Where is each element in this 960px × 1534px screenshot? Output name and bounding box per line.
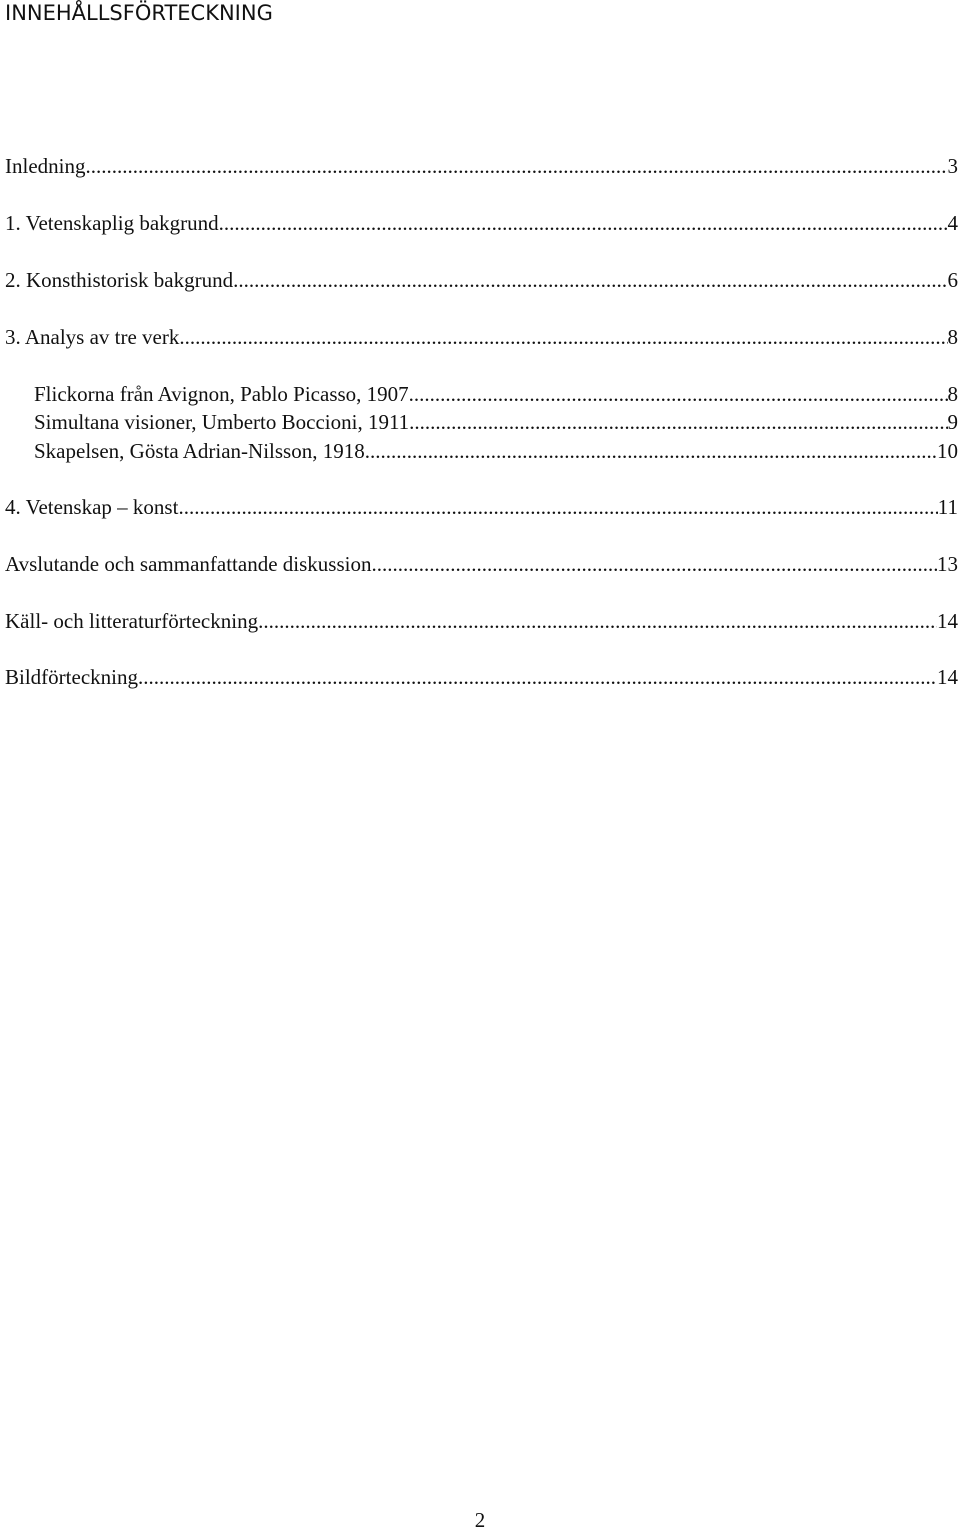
toc-entry-text: 1. Vetenskaplig bakgrund — [5, 211, 219, 235]
toc-entry-page: 6 — [947, 268, 958, 292]
toc-entry-page: 3 — [947, 154, 958, 178]
toc-dot-leader — [365, 436, 937, 466]
toc-dot-leader — [178, 492, 937, 522]
toc-entry-flickorna-fran-avignon[interactable] — [34, 379, 958, 409]
toc-dot-leader — [409, 407, 947, 437]
toc-entry-text: Skapelsen, Gösta Adrian-Nilsson, 1918 — [34, 439, 365, 463]
toc-dot-leader — [233, 265, 947, 295]
toc-entry-text: Flickorna från Avignon, Pablo Picasso, 1907 — [34, 382, 409, 406]
toc-entry-analys-av-tre-verk[interactable] — [5, 322, 958, 352]
toc-dot-leader — [258, 606, 937, 636]
toc-dot-leader — [371, 549, 937, 579]
toc-entry-avslutande-diskussion[interactable] — [5, 549, 958, 579]
toc-entry-text: 3. Analys av tre verk — [5, 325, 180, 349]
toc-title: INNEHÅLLSFÖRTECKNING — [5, 1, 273, 25]
toc-entry-text: Bildförteckning — [5, 665, 138, 689]
toc-dot-leader — [409, 379, 948, 409]
toc-entry-text: Käll- och litteraturförteckning — [5, 609, 259, 633]
toc-entry-page: 14 — [937, 609, 958, 633]
toc-entry-vetenskaplig-bakgrund[interactable] — [5, 208, 958, 238]
toc-entry-page: 8 — [947, 325, 958, 349]
toc-dot-leader — [179, 322, 947, 352]
toc-entry-konsthistorisk-bakgrund[interactable] — [5, 265, 958, 295]
page-number: 2 — [474, 1508, 486, 1532]
toc-entry-page: 14 — [937, 665, 958, 689]
toc-entry-text: Simultana visioner, Umberto Boccioni, 1911 — [34, 410, 410, 434]
toc-dot-leader — [219, 208, 948, 238]
toc-entry-page: 11 — [937, 495, 958, 519]
toc-entry-inledning[interactable] — [5, 151, 958, 181]
toc-entry-page: 4 — [947, 211, 958, 235]
toc-entry-text: Avslutande och sammanfattande diskussion — [5, 552, 372, 576]
toc-entry-bildforteckning[interactable] — [5, 662, 958, 692]
toc-entry-page: 8 — [947, 382, 958, 406]
toc-entry-simultana-visioner[interactable] — [34, 407, 958, 437]
toc-entry-page: 13 — [937, 552, 958, 576]
toc-dot-leader — [138, 662, 937, 692]
toc-entry-text: 2. Konsthistorisk bakgrund — [5, 268, 234, 292]
toc-entry-page: 9 — [947, 410, 958, 434]
toc-dot-leader — [85, 151, 947, 181]
toc-entry-kall-och-litteraturforteckning[interactable] — [5, 606, 958, 636]
toc-entry-skapelsen[interactable] — [34, 436, 958, 466]
toc-entry-page: 10 — [937, 439, 958, 463]
toc-entry-text: Inledning — [5, 154, 86, 178]
toc-entry-text: 4. Vetenskap – konst — [5, 495, 179, 519]
toc-entry-vetenskap-konst[interactable] — [5, 492, 958, 522]
